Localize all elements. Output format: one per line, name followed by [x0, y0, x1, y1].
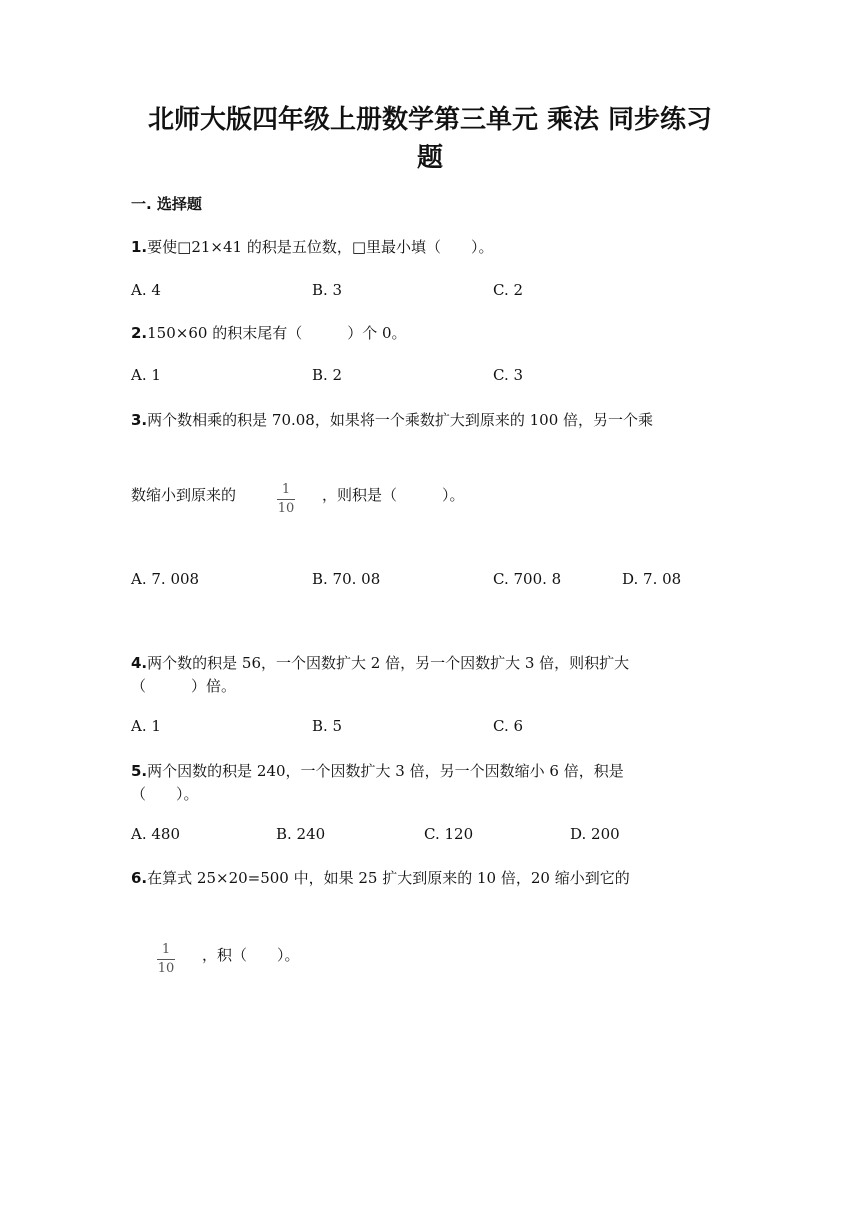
option-c[interactable]: C. 120 [424, 825, 474, 843]
question-3-line2-tail: ，则积是（ ）。 [322, 486, 465, 504]
option-a[interactable]: A. 7. 008 [131, 570, 200, 588]
option-c[interactable]: C. 700. 8 [493, 570, 562, 588]
option-c[interactable]: C. 2 [493, 281, 524, 299]
fraction [157, 938, 175, 976]
question-3-line2: 数缩小到原来的 [131, 486, 237, 504]
question-number: 2. [131, 324, 148, 342]
option-a[interactable]: A. 1 [131, 717, 161, 735]
question-1 [131, 236, 494, 257]
question-3 [131, 409, 653, 430]
section-heading: 一. 选择题 [131, 195, 202, 213]
page-title-line2: 题 [416, 143, 443, 173]
option-c[interactable]: C. 6 [493, 717, 524, 735]
question-5-line2: （ ）。 [131, 785, 199, 803]
question-4-line2: （ ）倍。 [131, 677, 237, 695]
question-text: 150×60 的积末尾有（ ）个 0。 [147, 324, 407, 342]
fraction [277, 478, 295, 516]
fraction-numerator: 1 [281, 482, 291, 497]
question-number: 6. [131, 869, 148, 887]
question-5 [131, 760, 624, 781]
option-d[interactable]: D. 200 [570, 825, 620, 843]
fraction-denominator: 10 [277, 501, 295, 516]
option-b[interactable]: B. 3 [312, 281, 343, 299]
fraction-numerator: 1 [161, 942, 171, 957]
question-text: 要使□21×41 的积是五位数，□里最小填（ ）。 [147, 238, 494, 256]
question-number: 3. [131, 411, 148, 429]
question-6 [131, 867, 630, 888]
option-a[interactable]: A. 1 [131, 366, 161, 384]
question-text: 两个数相乘的积是 70.08，如果将一个乘数扩大到原来的 100 倍，另一个乘 [147, 411, 654, 429]
question-text: 在算式 25×20=500 中，如果 25 扩大到原来的 10 倍，20 缩小到它的 [147, 869, 630, 887]
option-b[interactable]: B. 5 [312, 717, 343, 735]
question-6-line2-tail: ，积（ ）。 [202, 946, 300, 964]
question-text: 两个数的积是 56，一个因数扩大 2 倍，另一个因数扩大 3 倍，则积扩大 [147, 654, 630, 672]
option-a[interactable]: A. 480 [131, 825, 180, 843]
option-b[interactable]: B. 240 [276, 825, 326, 843]
option-b[interactable]: B. 70. 08 [312, 570, 381, 588]
option-c[interactable]: C. 3 [493, 366, 524, 384]
question-2 [131, 322, 407, 343]
fraction-bar [157, 959, 175, 960]
fraction-denominator: 10 [157, 961, 175, 976]
page-title: 北师大版四年级上册数学第三单元 乘法 同步练习 [147, 105, 713, 135]
option-a[interactable]: A. 4 [131, 281, 161, 299]
question-4 [131, 652, 629, 673]
question-text: 两个因数的积是 240，一个因数扩大 3 倍，另一个因数缩小 6 倍，积是 [147, 762, 624, 780]
fraction-bar [277, 499, 295, 500]
question-number: 5. [131, 762, 148, 780]
question-number: 1. [131, 238, 148, 256]
option-b[interactable]: B. 2 [312, 366, 343, 384]
option-d[interactable]: D. 7. 08 [622, 570, 682, 588]
question-number: 4. [131, 654, 148, 672]
